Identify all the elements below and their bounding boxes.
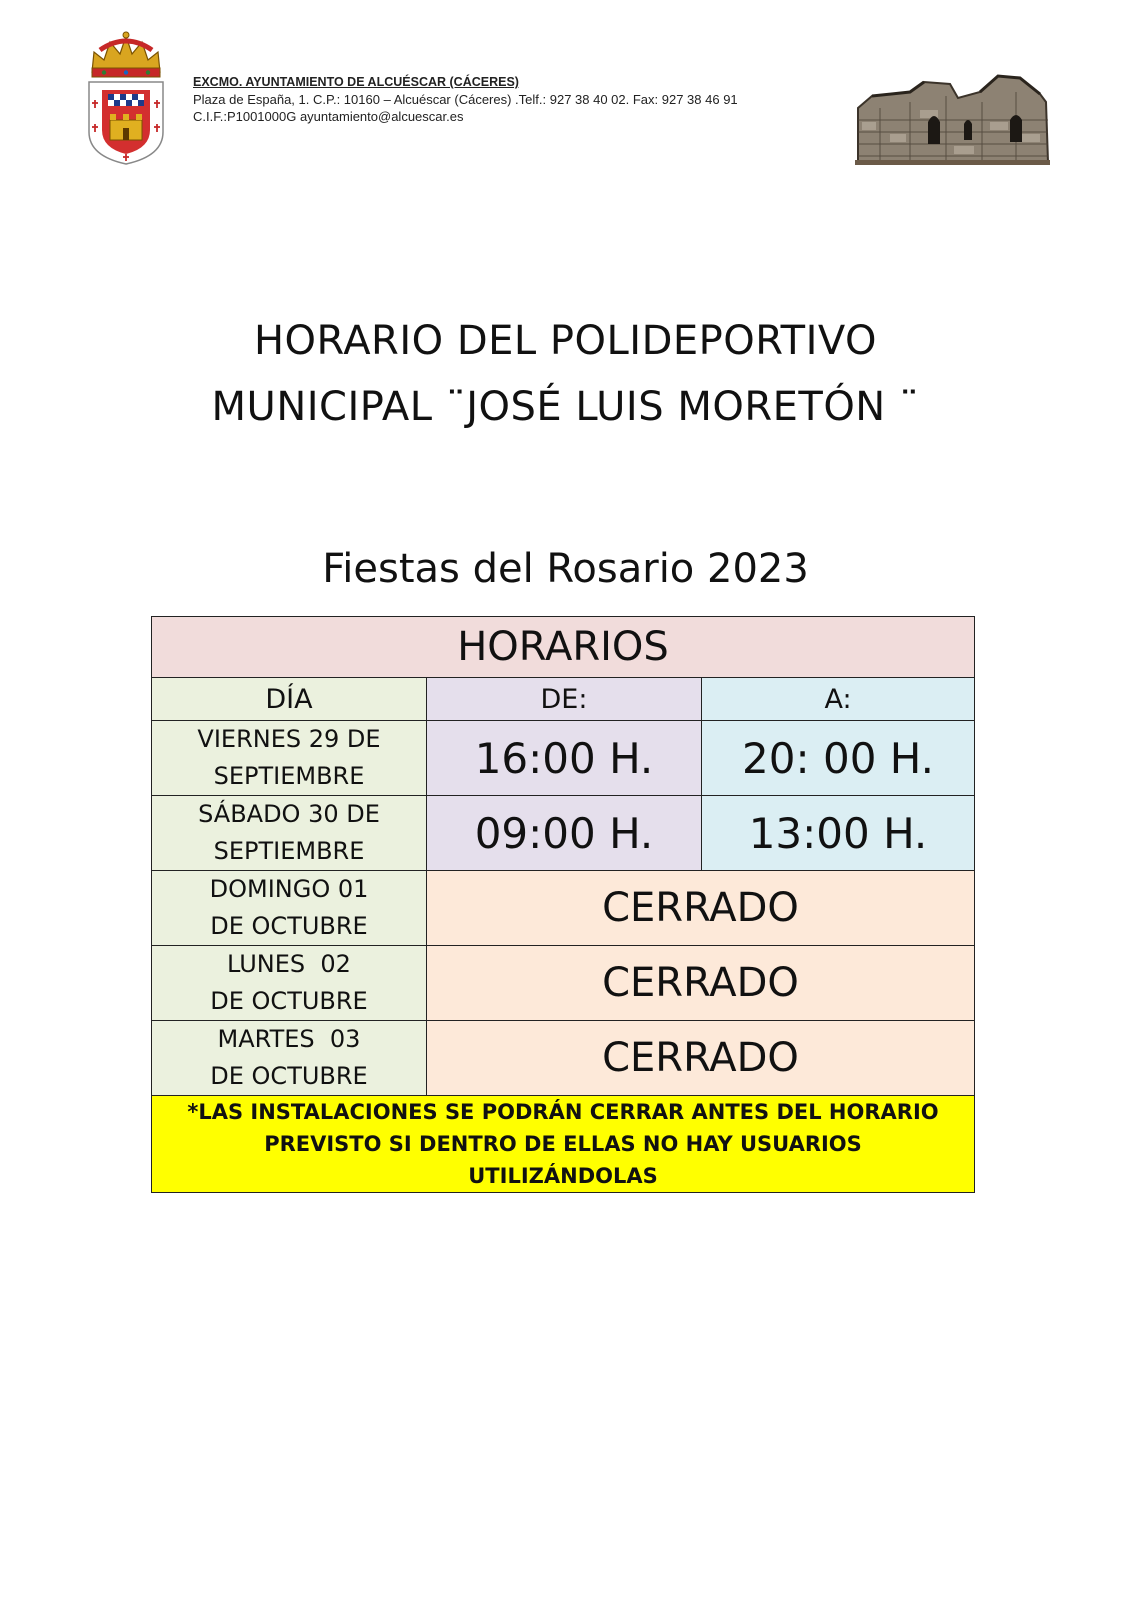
day-cell [152, 1021, 427, 1096]
table-row [152, 796, 975, 871]
notice-line-3: UTILIZÁNDOLAS [468, 1164, 658, 1188]
day-label-line-2: DE OCTUBRE [210, 1062, 368, 1090]
day-cell [152, 871, 427, 946]
day-cell [152, 796, 427, 871]
day-cell [152, 721, 427, 796]
closed-status-cell: CERRADO [427, 1021, 975, 1096]
coat-of-arms-logo [84, 28, 168, 168]
day-label-line-1: DOMINGO 01 [209, 875, 369, 903]
day-label-line-1: VIERNES 29 DE [197, 725, 381, 753]
schedule-header: HORARIOS [152, 617, 975, 678]
day-label-line-1: LUNES 02 [227, 950, 351, 978]
table-row [152, 946, 975, 1021]
day-label-line-2: DE OCTUBRE [210, 912, 368, 940]
day-label-line-1: SÁBADO 30 DE [198, 800, 380, 828]
day-label-line-2: SEPTIEMBRE [213, 837, 365, 865]
letterhead [193, 74, 738, 125]
closed-status-cell: CERRADO [427, 871, 975, 946]
notice-line-1: *LAS INSTALACIONES SE PODRÁN CERRAR ANTES DEL HORARIO [187, 1100, 939, 1124]
organization-name: EXCMO. AYUNTAMIENTO DE ALCUÉSCAR (CÁCERES) [193, 75, 519, 89]
to-time-cell: 13:00 H. [702, 796, 975, 871]
table-row [152, 1021, 975, 1096]
page-title-line-1: HORARIO DEL POLIDEPORTIVO [253, 318, 878, 364]
schedule-table [151, 616, 975, 1193]
page-subtitle: Fiestas del Rosario 2023 [322, 546, 809, 592]
column-header-to: A: [702, 678, 975, 721]
organization-contact: C.I.F.:P1001000G ayuntamiento@alcuescar.es [193, 109, 464, 124]
page-title-line-2: MUNICIPAL ¨JOSÉ LUIS MORETÓN ¨ [211, 384, 920, 430]
to-time-cell: 20: 00 H. [702, 721, 975, 796]
day-label-line-1: MARTES 03 [217, 1025, 361, 1053]
table-row [152, 721, 975, 796]
from-time-cell: 16:00 H. [427, 721, 702, 796]
column-header-day: DÍA [152, 678, 427, 721]
church-image [850, 62, 1055, 166]
organization-address: Plaza de España, 1. C.P.: 10160 – Alcuéscar (Cáceres) .Telf.: 927 38 40 02. Fax: 927 38 46 91 [193, 92, 738, 107]
day-label-line-2: DE OCTUBRE [210, 987, 368, 1015]
day-cell [152, 946, 427, 1021]
from-time-cell: 09:00 H. [427, 796, 702, 871]
table-row [152, 871, 975, 946]
closed-status-cell: CERRADO [427, 946, 975, 1021]
day-label-line-2: SEPTIEMBRE [213, 762, 365, 790]
column-header-from: DE: [427, 678, 702, 721]
closing-notice [152, 1096, 975, 1193]
notice-line-2: PREVISTO SI DENTRO DE ELLAS NO HAY USUARIOS [264, 1132, 862, 1156]
